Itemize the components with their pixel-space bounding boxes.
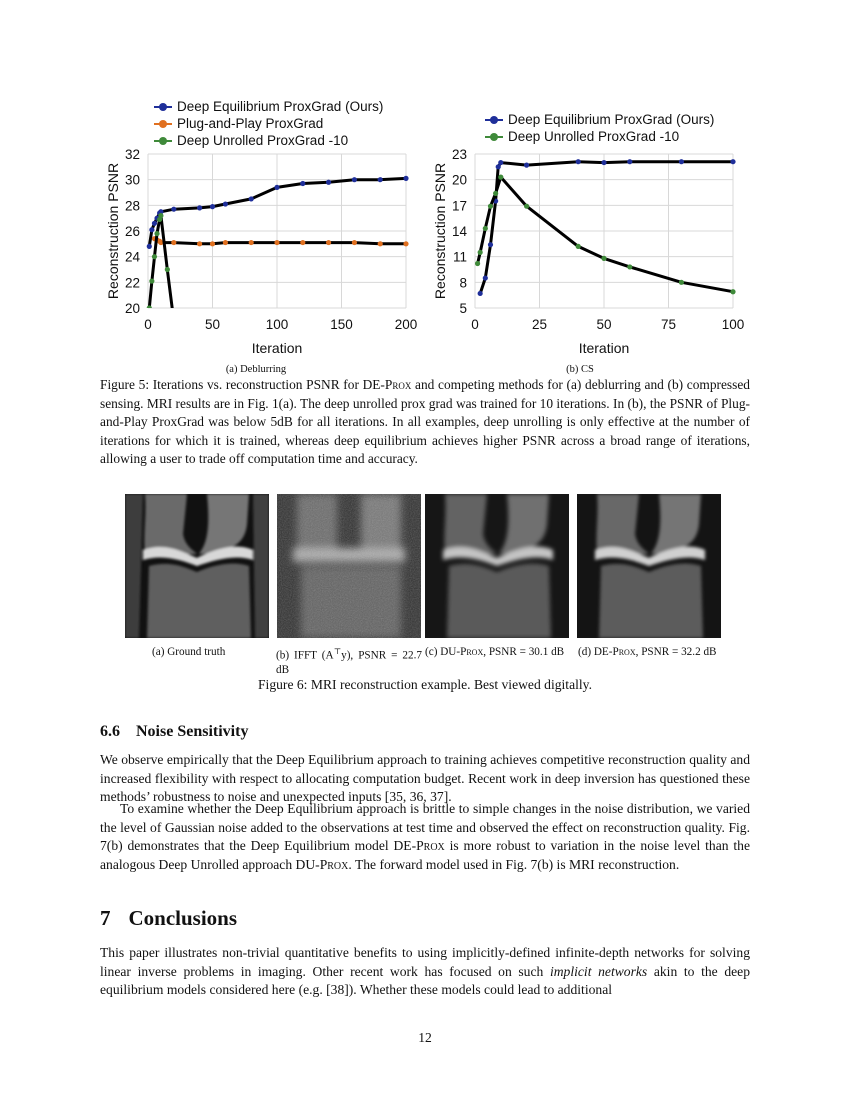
data-point [171,318,176,323]
x-tick-label: 25 [531,317,548,332]
y-tick-label: 8 [459,275,467,291]
section-heading-7: 7 Conclusions [100,906,238,930]
y-tick-label: 28 [124,198,140,214]
figure-6-caption: Figure 6: MRI reconstruction example. Best viewed digitally. [258,677,592,692]
data-point [524,204,529,209]
data-point [730,159,735,164]
data-point [730,289,735,294]
y-tick-label: 5 [459,301,467,316]
legend-item-unrolled: Deep Unrolled ProxGrad -10 [154,133,348,148]
subcaption-cs: (b) CS [566,364,594,375]
x-tick-label: 100 [721,317,745,332]
y-tick-label: 22 [124,275,140,291]
data-point [210,204,215,209]
x-tick-label: 200 [394,317,418,332]
y-tick-label: 26 [124,224,140,239]
data-point [576,244,581,249]
subcaption-de-prox: (d) DE-Prox, PSNR = 32.2 dB [578,646,717,658]
data-point [197,205,202,210]
y-tick-label: 14 [451,224,467,239]
y-tick-label: 24 [124,249,140,265]
data-point [403,176,408,181]
data-point [483,226,488,231]
data-point [403,241,408,246]
y-tick-label: 32 [124,147,140,162]
data-point [147,244,152,249]
mri-ground-truth-image [125,494,269,638]
data-point [165,267,170,272]
y-tick-label: 30 [124,172,140,188]
knee-mri-sharp-drawing [577,494,721,638]
data-point [488,204,493,209]
data-point [627,264,632,269]
legend-marker-icon [154,136,172,146]
data-point [197,241,202,246]
mri-de-prox-image [577,494,721,638]
y-axis-label: Reconstruction PSNR [432,162,448,300]
series-line [155,239,407,244]
data-point [154,231,159,236]
x-tick-label: 50 [596,317,612,332]
data-point [576,159,581,164]
data-point [627,159,632,164]
data-point [475,261,480,266]
x-tick-label: 50 [204,317,221,332]
mri-ifft-image [277,494,421,638]
data-point [488,242,493,247]
data-point [352,240,357,245]
x-axis-label: Iteration [578,340,630,356]
data-point [378,177,383,182]
legend-marker-icon [485,132,503,142]
data-point [378,241,383,246]
knee-mri-noisy-drawing [277,494,421,638]
data-point [326,240,331,245]
x-axis-label: Iteration [251,340,303,356]
data-point [171,207,176,212]
data-point [223,201,228,206]
data-point [478,291,483,296]
legend-item-deq: Deep Equilibrium ProxGrad (Ours) [154,99,383,114]
data-point [147,305,152,310]
data-point [152,221,157,226]
data-point [223,240,228,245]
data-point [149,227,154,232]
subcaption-deblurring: (a) Deblurring [225,364,287,375]
legend-marker-icon [154,119,172,129]
series-line [480,162,733,294]
data-point [478,250,483,255]
data-point [483,275,488,280]
knee-mri-smooth-drawing [425,494,569,638]
data-point [679,280,684,285]
legend-item-unrolled: Deep Unrolled ProxGrad -10 [485,129,679,144]
data-point [274,185,279,190]
data-point [149,278,154,283]
y-tick-label: 17 [451,198,467,214]
data-point [274,240,279,245]
legend-marker-icon [154,102,172,112]
data-point [498,160,503,165]
legend-item-deq: Deep Equilibrium ProxGrad (Ours) [485,112,714,127]
chart-deblurring [96,96,426,364]
data-point [152,254,157,259]
data-point [524,163,529,168]
data-point [300,240,305,245]
figure-5-caption: Figure 5: Iterations vs. reconstruction PSNR for DE-Prox and competing methods for (a) deblurring and (b) compressed sensing. MRI results are in Fig. 1(a). The deep unrolled prox grad was trained for 10 iterations. In (b), the PSNR of Plug-and-Play ProxGrad was below 5dB for all iterations. In all examples, deep unrolling is only effective at the number of iterations for which it is trained, whereas deep equilibrium achieves higher PSNR across a broad range of iterations, allowing a user to trade off computation time and accuracy. [100,377,750,467]
data-point [249,240,254,245]
data-point [249,196,254,201]
legend-marker-icon [485,115,503,125]
y-axis-label: Reconstruction PSNR [105,162,121,300]
legend-item-pnp: Plug-and-Play ProxGrad [154,116,323,131]
data-point [210,241,215,246]
paragraph-conclusions: This paper illustrates non-trivial quantitative benefits to using implicitly-defined infinite-depth networks for solving linear inverse problems in imaging. Other recent work has focused on such implicit networks akin to the deep equilibrium models considered here (e.g. [38]). Whether these models could lead to additional [100,945,751,998]
data-point [326,180,331,185]
page-number: 12 [418,1030,432,1045]
subcaption-ground-truth: (a) Ground truth [152,646,226,658]
x-tick-label: 0 [471,317,479,332]
data-point [171,240,176,245]
y-tick-label: 20 [124,301,140,316]
y-tick-label: 20 [451,172,467,188]
mri-du-prox-image [425,494,569,638]
x-tick-label: 75 [660,317,677,332]
data-point [601,256,606,261]
paragraph-noise-1: We observe empirically that the Deep Equilibrium approach to training achieves competitive reconstruction quality and increased flexibility with respect to allocating computation budget. Recent work in deep inversion has questioned these methods’ robustness to noise and unexpected inputs [35, 36, 37]. [100,752,750,805]
plot-area [147,176,409,324]
y-tick-label: 23 [451,147,467,162]
data-point [493,191,498,196]
data-point [601,160,606,165]
data-point [300,181,305,186]
x-tick-label: 150 [330,317,353,332]
x-tick-label: 100 [265,317,289,332]
paragraph-noise-2: To examine whether the Deep Equilibrium approach is brittle to simple changes in the noise distribution, we varied the level of Gaussian noise added to the observations at test time and observed the effect on reconstruction quality. Fig. 7(b) demonstrates that the Deep Equilibrium model DE-Prox is more robust to variation in the noise level than the analogous Deep Unrolled approach DU-Prox. The forward model used in Fig. 7(b) is MRI reconstruction. [100,801,750,873]
data-point [352,177,357,182]
data-point [498,175,503,180]
subcaption-du-prox: (c) DU-Prox, PSNR = 30.1 dB [425,646,565,658]
subcaption-ifft: (b) IFFT (A⊤y), PSNR = 22.7 dB [276,647,422,676]
series-line [478,177,733,292]
data-point [679,159,684,164]
section-heading-6-6: 6.6 Noise Sensitivity [100,723,249,740]
y-tick-label: 11 [452,249,467,265]
x-tick-label: 0 [144,317,152,332]
data-point [158,213,163,218]
chart-cs [423,96,753,364]
knee-mri-drawing [125,494,269,638]
